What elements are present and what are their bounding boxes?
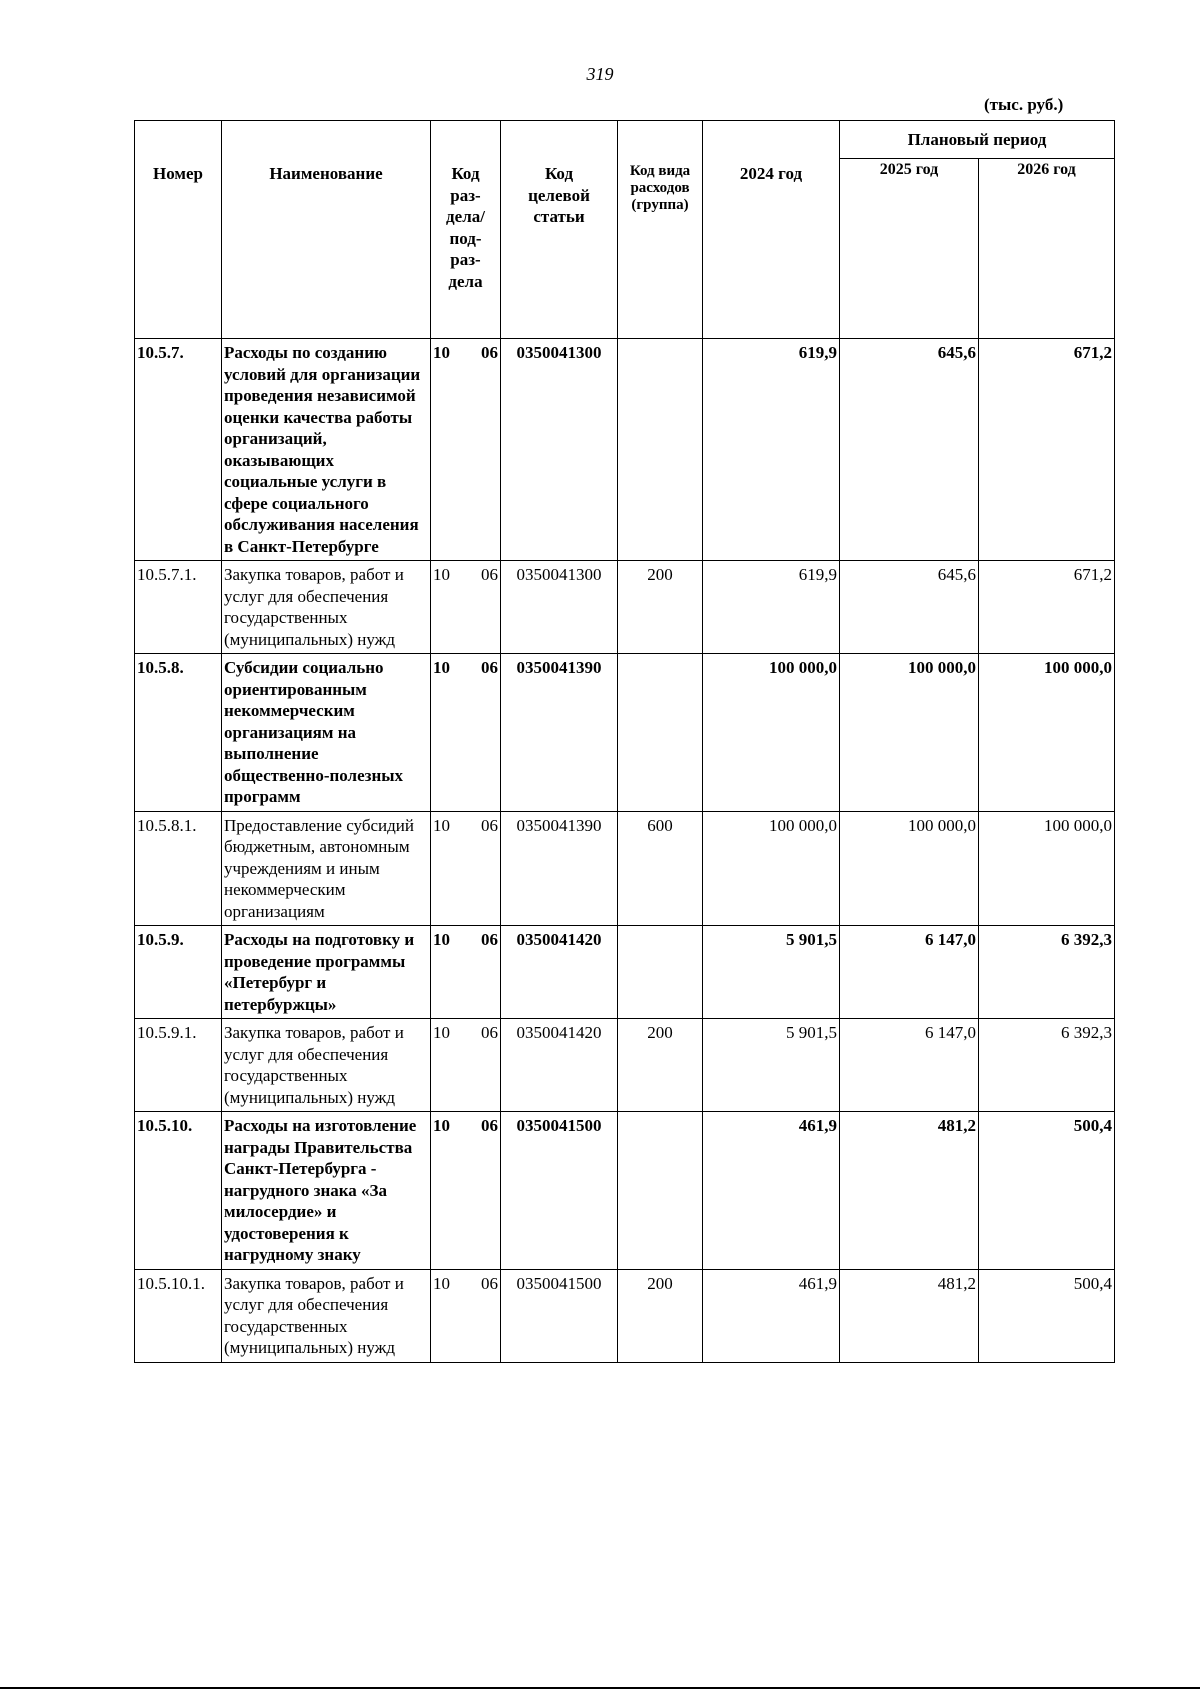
row-value-2025: 645,6 <box>840 339 979 561</box>
row-value-2026: 671,2 <box>979 339 1115 561</box>
section-code <box>433 815 498 837</box>
row-name: Расходы на подготовку и проведение программы «Петербург и петербуржцы» <box>222 926 431 1019</box>
section-code-main: 10 <box>433 1023 450 1042</box>
table-row <box>135 339 1115 561</box>
row-target-code: 0350041500 <box>501 1269 618 1362</box>
section-code-sub: 06 <box>481 1273 498 1293</box>
header-2026: 2026 год <box>979 159 1115 339</box>
row-value-2026: 500,4 <box>979 1269 1115 1362</box>
row-target-code: 0350041300 <box>501 561 618 654</box>
section-code-sub: 06 <box>481 658 498 677</box>
page-number: 319 <box>586 64 614 84</box>
header-2025: 2025 год <box>840 159 979 339</box>
row-value-2024: 619,9 <box>703 339 840 561</box>
section-code <box>433 929 498 951</box>
row-name: Предоставление субсидий бюджетным, автономным учреждениям и иным некоммерческим организациям <box>222 811 431 926</box>
section-code-main: 10 <box>433 658 450 677</box>
row-number: 10.5.10.1. <box>135 1269 222 1362</box>
row-kind-code: 200 <box>618 561 703 654</box>
row-value-2024: 619,9 <box>703 561 840 654</box>
section-code-main: 10 <box>433 1116 450 1135</box>
section-code-main: 10 <box>433 565 450 584</box>
header-2024: 2024 год <box>703 121 840 339</box>
section-code <box>433 657 498 679</box>
header-plan-period: Плановый период <box>840 121 1115 159</box>
row-value-2026: 500,4 <box>979 1112 1115 1270</box>
row-value-2026: 6 392,3 <box>979 1019 1115 1112</box>
table-row <box>135 1269 1115 1362</box>
section-code <box>433 564 498 586</box>
section-code-main: 10 <box>433 1273 450 1293</box>
row-value-2026: 100 000,0 <box>979 654 1115 812</box>
row-target-code: 0350041420 <box>501 926 618 1019</box>
row-value-2024: 461,9 <box>703 1269 840 1362</box>
section-code-sub: 06 <box>481 565 498 584</box>
table-row <box>135 1112 1115 1270</box>
row-value-2024: 461,9 <box>703 1112 840 1270</box>
row-kind-code <box>618 1112 703 1270</box>
section-code <box>433 1273 498 1295</box>
row-value-2024: 100 000,0 <box>703 811 840 926</box>
header-number: Номер <box>135 121 222 339</box>
row-name: Расходы по созданию условий для организации проведения независимой оценки качества работы организаций, оказывающих социальные услуги в сфере социального обслуживания населения в Санкт-Петербурге <box>222 339 431 561</box>
row-target-code: 0350041390 <box>501 811 618 926</box>
table-row <box>135 561 1115 654</box>
unit-note: (тыс. руб.) <box>984 95 1064 114</box>
row-target-code: 0350041390 <box>501 654 618 812</box>
row-value-2025: 645,6 <box>840 561 979 654</box>
section-code-sub: 06 <box>481 930 498 949</box>
row-name: Закупка товаров, работ и услуг для обеспечения государственных (муниципальных) нужд <box>222 561 431 654</box>
row-number: 10.5.10. <box>135 1112 222 1270</box>
row-value-2025: 6 147,0 <box>840 926 979 1019</box>
row-number: 10.5.7. <box>135 339 222 561</box>
header-name: Наименование <box>222 121 431 339</box>
row-section <box>431 561 501 654</box>
section-code <box>433 342 498 364</box>
section-code-sub: 06 <box>481 1116 498 1135</box>
row-number: 10.5.8.1. <box>135 811 222 926</box>
row-value-2025: 481,2 <box>840 1269 979 1362</box>
header-target: Код целевой статьи <box>501 121 618 339</box>
table-row <box>135 811 1115 926</box>
section-code-main: 10 <box>433 815 450 835</box>
row-target-code: 0350041420 <box>501 1019 618 1112</box>
row-kind-code <box>618 926 703 1019</box>
row-target-code: 0350041300 <box>501 339 618 561</box>
section-code-main: 10 <box>433 343 450 362</box>
table-row <box>135 654 1115 812</box>
row-kind-code: 600 <box>618 811 703 926</box>
section-code-sub: 06 <box>481 343 498 362</box>
row-name: Закупка товаров, работ и услуг для обеспечения государственных (муниципальных) нужд <box>222 1019 431 1112</box>
row-value-2026: 6 392,3 <box>979 926 1115 1019</box>
row-section <box>431 654 501 812</box>
section-code-sub: 06 <box>481 1023 498 1042</box>
row-kind-code <box>618 654 703 812</box>
row-name: Закупка товаров, работ и услуг для обеспечения государственных (муниципальных) нужд <box>222 1269 431 1362</box>
row-number: 10.5.7.1. <box>135 561 222 654</box>
row-value-2025: 100 000,0 <box>840 654 979 812</box>
section-code-sub: 06 <box>481 815 498 835</box>
row-kind-code: 200 <box>618 1019 703 1112</box>
row-value-2026: 671,2 <box>979 561 1115 654</box>
table-row <box>135 1019 1115 1112</box>
row-name: Субсидии социально ориентированным некоммерческим организациям на выполнение общественно-полезных программ <box>222 654 431 812</box>
row-value-2025: 481,2 <box>840 1112 979 1270</box>
header-kind: Код вида расходов (группа) <box>618 121 703 339</box>
row-kind-code: 200 <box>618 1269 703 1362</box>
row-section <box>431 1112 501 1270</box>
row-number: 10.5.9.1. <box>135 1019 222 1112</box>
header-section: Код раз- дела/ под- раз- дела <box>431 121 501 339</box>
table-body <box>135 339 1115 1363</box>
row-section <box>431 339 501 561</box>
row-value-2025: 100 000,0 <box>840 811 979 926</box>
row-number: 10.5.9. <box>135 926 222 1019</box>
row-value-2024: 5 901,5 <box>703 1019 840 1112</box>
row-value-2025: 6 147,0 <box>840 1019 979 1112</box>
row-section <box>431 926 501 1019</box>
section-code-main: 10 <box>433 930 450 949</box>
row-value-2024: 100 000,0 <box>703 654 840 812</box>
row-section <box>431 1019 501 1112</box>
section-code <box>433 1115 498 1137</box>
row-name: Расходы на изготовление награды Правительства Санкт-Петербурга - нагрудного знака «За милосердие» и удостоверения к нагрудному знаку <box>222 1112 431 1270</box>
row-number: 10.5.8. <box>135 654 222 812</box>
page-bottom-rule <box>0 1687 1200 1689</box>
budget-table <box>134 120 1115 1363</box>
row-value-2024: 5 901,5 <box>703 926 840 1019</box>
row-kind-code <box>618 339 703 561</box>
row-target-code: 0350041500 <box>501 1112 618 1270</box>
table-row <box>135 926 1115 1019</box>
row-section <box>431 811 501 926</box>
row-section <box>431 1269 501 1362</box>
row-value-2026: 100 000,0 <box>979 811 1115 926</box>
section-code <box>433 1022 498 1044</box>
